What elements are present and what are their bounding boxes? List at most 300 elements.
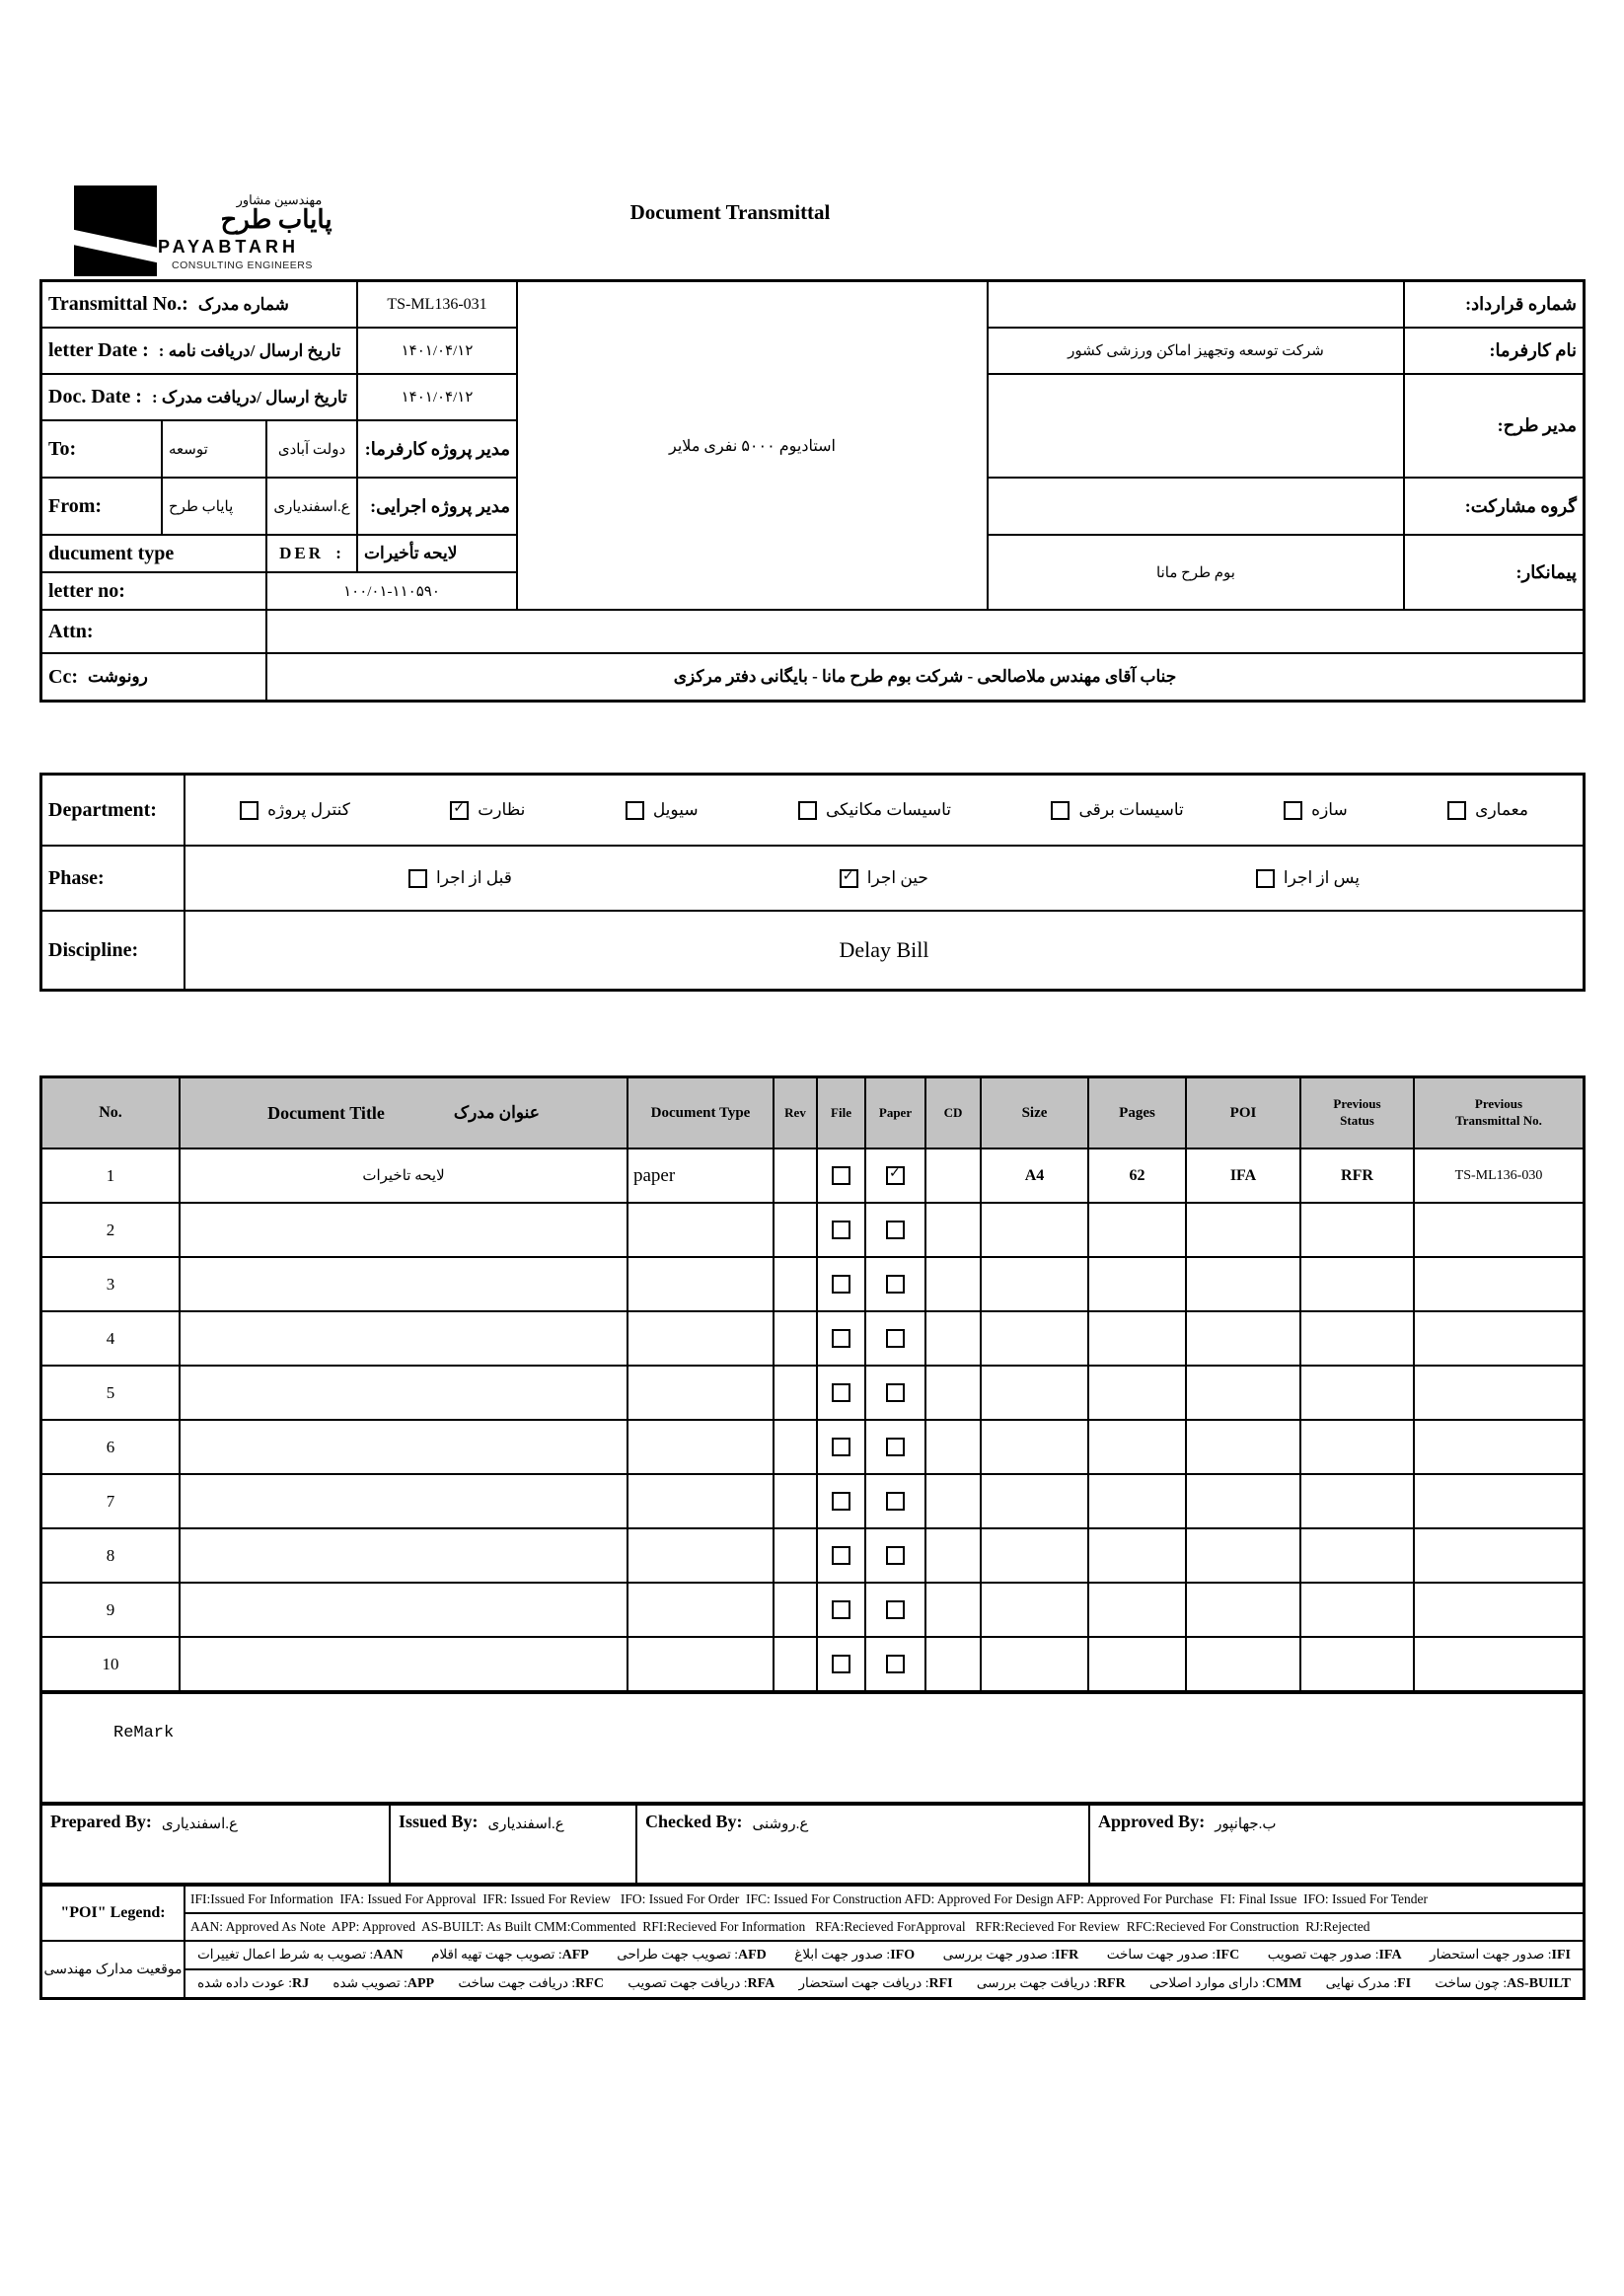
from-person: ع.اسفندیاری [267, 479, 356, 534]
doc-cell-rev [775, 1584, 816, 1636]
checkbox-icon[interactable] [1284, 801, 1302, 820]
file-checkbox[interactable] [832, 1655, 850, 1673]
plan-manager-value [989, 375, 1403, 477]
department-option[interactable] [798, 800, 951, 820]
legend-pair: RFR: دریافت جهت بررسی [976, 1975, 1126, 1991]
doc-cell-no: 7 [42, 1475, 179, 1527]
legend-abbr: IFC [1216, 1948, 1240, 1963]
doc-cell-paper [866, 1312, 924, 1365]
doc-cell-prev-transmittal [1415, 1638, 1583, 1690]
remark-box [39, 1691, 1586, 1805]
doc-cell-cd [926, 1149, 980, 1202]
legend-pair: FI: مدرک نهایی [1325, 1975, 1412, 1991]
col-header-file: File [818, 1078, 864, 1148]
paper-checkbox[interactable] [886, 1383, 905, 1402]
legend-abbr: FI [1397, 1976, 1412, 1991]
department-option[interactable] [240, 800, 350, 820]
col-header-title: Document Title عنوان مدرک [181, 1078, 627, 1148]
doc-cell-cd [926, 1204, 980, 1256]
doc-cell-no: 6 [42, 1421, 179, 1473]
doc-cell-prev-status [1301, 1638, 1413, 1690]
file-checkbox[interactable] [832, 1329, 850, 1348]
checkbox-icon[interactable] [240, 801, 258, 820]
department-label: Department: [42, 776, 184, 845]
col-header-rev: Rev [775, 1078, 816, 1148]
legend-text: صدور جهت ابلاغ [794, 1947, 884, 1962]
doc-cell-type [628, 1258, 773, 1310]
contractor-value: بوم طرح مانا [989, 536, 1403, 609]
legend-fa-line2 [185, 1970, 1583, 1997]
doc-date-label: Doc. Date : تاریخ ارسال /دریافت مدرک : [42, 375, 356, 419]
brand-fa-name: پایاب طرح [220, 205, 332, 235]
legend-pair: RFC: دریافت جهت ساخت [458, 1975, 604, 1991]
doc-cell-paper [866, 1421, 924, 1473]
doc-cell-size [982, 1421, 1087, 1473]
legend-text: تصویب جهت تهیه اقلام [431, 1947, 555, 1962]
legend-pair: APP: تصویب شده [332, 1975, 435, 1991]
to-org: توسعه [163, 421, 265, 477]
department-options [185, 776, 1583, 845]
header-table [39, 279, 1586, 703]
signature-name: ع.روشنی [752, 1816, 809, 1832]
legend-abbr: AFD [738, 1948, 767, 1963]
paper-checkbox[interactable] [886, 1600, 905, 1619]
doc-cell-title [181, 1584, 627, 1636]
from-label: From: [42, 479, 161, 534]
option-label: تاسیسات مکانیکی [826, 800, 951, 819]
phase-option[interactable] [1256, 868, 1360, 888]
to-label: To: [42, 421, 161, 477]
doc-cell-poi: IFA [1187, 1149, 1299, 1202]
legend-abbr: CMM [1265, 1976, 1302, 1991]
legend-abbr: IFA [1378, 1948, 1402, 1963]
legend-abbr: AAN [373, 1948, 404, 1963]
doc-cell-pages [1089, 1421, 1185, 1473]
legend-text: صدور جهت تصویب [1267, 1947, 1372, 1962]
paper-checkbox[interactable] [886, 1221, 905, 1239]
doc-date-value: ۱۴۰۱/۰۴/۱۲ [358, 375, 516, 419]
phase-options [185, 847, 1583, 910]
doc-cell-rev [775, 1149, 816, 1202]
legend-pair: IFA: صدور جهت تصویب [1267, 1947, 1402, 1963]
doc-cell-prev-transmittal [1415, 1367, 1583, 1419]
checkbox-icon[interactable] [1256, 869, 1275, 888]
legend-text: تصویب جهت طراحی [617, 1947, 731, 1962]
option-label: حین اجرا [866, 868, 928, 887]
legend-abbr: IFR [1055, 1948, 1079, 1963]
doc-cell-file [818, 1204, 864, 1256]
doc-cell-pages [1089, 1367, 1185, 1419]
signature-label: Approved By: [1098, 1812, 1206, 1831]
legend-fa-line1 [185, 1942, 1583, 1968]
doc-cell-poi [1187, 1312, 1299, 1365]
doc-cell-rev [775, 1475, 816, 1527]
doc-cell-pages [1089, 1258, 1185, 1310]
brand-en-name: PAYABTARH [158, 236, 300, 257]
doc-cell-title [181, 1529, 627, 1582]
letter-no-label: letter no: [42, 573, 265, 609]
attn-value [267, 611, 1583, 652]
legend-pair: RFA: دریافت جهت تصویب [627, 1975, 775, 1991]
doc-cell-size: A4 [982, 1149, 1087, 1202]
doc-cell-poi [1187, 1367, 1299, 1419]
legend-abbr: AS-BUILT [1507, 1976, 1571, 1991]
legend-abbr: RFC [575, 1976, 604, 1991]
doc-cell-cd [926, 1638, 980, 1690]
doc-cell-size [982, 1529, 1087, 1582]
doc-cell-prev-status [1301, 1312, 1413, 1365]
checkbox-icon[interactable] [798, 801, 817, 820]
checkbox-icon[interactable] [1447, 801, 1466, 820]
doc-cell-type [628, 1475, 773, 1527]
legend-en-line2: AAN: Approved As Note APP: Approved AS-BUILT: As Built CMM:Commented RFI:Recieved For Information RFA:Recieved ForApproval RFR:Recieved For Review RFC:Recieved For Construction RJ:Rejected [185, 1914, 1583, 1940]
legend-text: صدور جهت بررسی [942, 1947, 1049, 1962]
cc-value: جناب آقای مهندس ملاصالحی - شرکت بوم طرح مانا - بایگانی دفتر مرکزی [267, 654, 1583, 700]
checkbox-icon[interactable] [1051, 801, 1070, 820]
legend-text: مدرک نهایی [1325, 1975, 1390, 1990]
signature-name: ع.اسفندیاری [161, 1816, 238, 1832]
partnership-value [989, 479, 1403, 534]
col-header-poi: POI [1187, 1078, 1299, 1148]
doc-cell-no: 2 [42, 1204, 179, 1256]
legend-text: صدور جهت استحضار [1430, 1947, 1545, 1962]
doc-cell-no: 9 [42, 1584, 179, 1636]
doc-cell-file [818, 1529, 864, 1582]
letter-no-value: ۱۰۰/۰۱-۱۱۰۵۹۰ [267, 573, 516, 609]
doc-cell-pages [1089, 1529, 1185, 1582]
doc-cell-no: 5 [42, 1367, 179, 1419]
doc-cell-paper [866, 1475, 924, 1527]
option-label: سازه [1311, 800, 1348, 819]
doc-cell-prev-transmittal [1415, 1204, 1583, 1256]
doc-cell-prev-transmittal [1415, 1475, 1583, 1527]
brand-fa-small: مهندسین مشاور [236, 192, 323, 207]
doc-cell-paper [866, 1638, 924, 1690]
legend-abbr: RFR [1096, 1976, 1126, 1991]
doc-cell-title [181, 1421, 627, 1473]
legend-text: تصویب به شرط اعمال تغییرات [197, 1947, 367, 1962]
doc-cell-title: لایحه تاخیرات [181, 1149, 627, 1202]
doc-cell-size [982, 1475, 1087, 1527]
contractor-label: پیمانکار: [1405, 536, 1583, 609]
legend-pair: AFP: تصویب جهت تهیه اقلام [431, 1947, 589, 1963]
doc-type-fa: لایحه تأخیرات [358, 536, 516, 571]
doc-cell-paper [866, 1584, 924, 1636]
legend-text: دارای موارد اصلاحی [1148, 1975, 1259, 1990]
legend-text: دریافت جهت ساخت [458, 1975, 569, 1990]
checkbox-icon[interactable] [840, 869, 858, 888]
letter-date-value: ۱۴۰۱/۰۴/۱۲ [358, 329, 516, 373]
legend-pair: IFO: صدور جهت ابلاغ [794, 1947, 916, 1963]
option-label: معماری [1475, 800, 1528, 819]
plan-manager-label: مدیر طرح: [1405, 375, 1583, 477]
transmittal-no-label: Transmittal No.: شماره مدرک [42, 282, 356, 327]
department-option[interactable] [1447, 800, 1528, 820]
doc-cell-file [818, 1421, 864, 1473]
doc-cell-poi [1187, 1258, 1299, 1310]
doc-cell-title [181, 1367, 627, 1419]
col-header-cd: CD [926, 1078, 980, 1148]
signature-row [39, 1803, 1586, 1886]
doc-cell-file [818, 1475, 864, 1527]
legend-abbr: RJ [292, 1976, 310, 1991]
paper-checkbox[interactable] [886, 1329, 905, 1348]
doc-cell-prev-status [1301, 1204, 1413, 1256]
doc-cell-size [982, 1204, 1087, 1256]
doc-cell-title [181, 1638, 627, 1690]
legend-abbr: RFA [747, 1976, 775, 1991]
doc-cell-file [818, 1258, 864, 1310]
doc-cell-pages [1089, 1475, 1185, 1527]
legend-abbr: IFI [1551, 1948, 1571, 1963]
file-checkbox[interactable] [832, 1383, 850, 1402]
doc-cell-prev-status [1301, 1475, 1413, 1527]
legend-en-line1: IFI:Issued For Information IFA: Issued For Approval IFR: Issued For Review IFO: Issued For Order IFC: Issued For Construction AFD: Approved For Design AFP: Approved For Purchase FI: Final Issue IFO: Issued For Tender [185, 1887, 1583, 1912]
document-section [39, 1075, 1586, 2000]
doc-cell-cd [926, 1475, 980, 1527]
signature-checked [637, 1806, 1088, 1883]
doc-cell-no: 10 [42, 1638, 179, 1690]
paper-checkbox[interactable] [886, 1166, 905, 1185]
legend-pair: IFI: صدور جهت استحضار [1430, 1947, 1571, 1963]
discipline-label: Discipline: [42, 912, 184, 989]
doc-cell-prev-transmittal [1415, 1258, 1583, 1310]
partnership-label: گروه مشارکت: [1405, 479, 1583, 534]
doc-cell-file [818, 1149, 864, 1202]
doc-cell-paper [866, 1367, 924, 1419]
doc-cell-prev-status [1301, 1529, 1413, 1582]
department-option[interactable] [1051, 800, 1183, 820]
file-checkbox[interactable] [832, 1546, 850, 1565]
client-name-value: شرکت توسعه وتجهیز اماکن ورزشی کشور [989, 329, 1403, 373]
signature-label: Prepared By: [50, 1812, 152, 1831]
col-header-paper: Paper [866, 1078, 924, 1148]
col-header-type: Document Type [628, 1078, 773, 1148]
doc-cell-size [982, 1258, 1087, 1310]
doc-cell-title [181, 1258, 627, 1310]
contract-no-label: شماره قرارداد: [1405, 282, 1583, 327]
option-label: قبل از اجرا [435, 868, 512, 887]
client-name-label: نام کارفرما: [1405, 329, 1583, 373]
signature-name: ب.جهانپور [1215, 1816, 1277, 1832]
legend-text: صدور جهت ساخت [1106, 1947, 1209, 1962]
doc-cell-size [982, 1638, 1087, 1690]
doc-cell-poi [1187, 1421, 1299, 1473]
poi-legend-label: "POI" Legend: [42, 1887, 184, 1940]
doc-cell-cd [926, 1584, 980, 1636]
doc-cell-paper [866, 1529, 924, 1582]
legend-text: دریافت جهت بررسی [976, 1975, 1090, 1990]
transmittal-no-value: TS-ML136-031 [358, 282, 516, 327]
department-option[interactable] [450, 800, 525, 820]
discipline-value: Delay Bill [185, 912, 1583, 989]
contract-no-value [989, 282, 1403, 327]
doc-cell-no: 3 [42, 1258, 179, 1310]
option-label: سیویل [652, 800, 699, 819]
doc-cell-file [818, 1367, 864, 1419]
option-label: نظارت [478, 800, 526, 819]
doc-cell-prev-transmittal [1415, 1529, 1583, 1582]
department-table [39, 773, 1586, 992]
page-title: Document Transmittal [629, 200, 831, 224]
doc-cell-file [818, 1312, 864, 1365]
doc-cell-type [628, 1367, 773, 1419]
signature-name: ع.اسفندیاری [487, 1816, 564, 1832]
col-header-no: No. [42, 1078, 179, 1148]
legend-abbr: AFP [561, 1948, 589, 1963]
poi-legend [39, 1884, 1586, 2000]
brand-en-sub: CONSULTING ENGINEERS [172, 259, 313, 271]
file-checkbox[interactable] [832, 1221, 850, 1239]
legend-fa-label: موقعیت مدارک مهندسی [42, 1942, 184, 1997]
doc-cell-prev-status [1301, 1421, 1413, 1473]
legend-text: عودت داده شده [197, 1975, 285, 1990]
doc-cell-no: 8 [42, 1529, 179, 1582]
doc-cell-type: paper [628, 1149, 773, 1202]
doc-cell-size [982, 1584, 1087, 1636]
doc-cell-paper [866, 1258, 924, 1310]
doc-cell-prev-status [1301, 1367, 1413, 1419]
doc-cell-cd [926, 1312, 980, 1365]
doc-cell-type [628, 1638, 773, 1690]
doc-cell-type [628, 1584, 773, 1636]
doc-type-label: ducument type [42, 536, 265, 571]
signature-label: Issued By: [399, 1812, 479, 1831]
doc-cell-rev [775, 1204, 816, 1256]
paper-checkbox[interactable] [886, 1655, 905, 1673]
legend-abbr: APP [406, 1976, 435, 1991]
signature-prepared [42, 1806, 389, 1883]
department-option[interactable] [626, 800, 699, 820]
file-checkbox[interactable] [832, 1600, 850, 1619]
letter-date-label: letter Date : تاریخ ارسال /دریافت نامه : [42, 329, 356, 373]
doc-cell-pages [1089, 1638, 1185, 1690]
col-header-size: Size [982, 1078, 1087, 1148]
option-label: کنترل پروژه [267, 800, 350, 819]
doc-cell-cd [926, 1367, 980, 1419]
doc-cell-paper [866, 1149, 924, 1202]
checkbox-icon[interactable] [450, 801, 469, 820]
phase-option[interactable] [408, 868, 512, 888]
doc-cell-pages [1089, 1584, 1185, 1636]
doc-cell-size [982, 1367, 1087, 1419]
client-pm-label: مدیر پروژه کارفرما: [358, 421, 516, 477]
file-checkbox[interactable] [832, 1438, 850, 1456]
department-option[interactable] [1284, 800, 1348, 820]
doc-cell-type [628, 1204, 773, 1256]
to-person: دولت آبادی [267, 421, 356, 477]
doc-cell-prev-transmittal: TS-ML136-030 [1415, 1149, 1583, 1202]
doc-cell-file [818, 1638, 864, 1690]
doc-cell-rev [775, 1312, 816, 1365]
doc-cell-poi [1187, 1584, 1299, 1636]
phase-label: Phase: [42, 847, 184, 910]
paper-checkbox[interactable] [886, 1492, 905, 1511]
doc-cell-prev-status [1301, 1584, 1413, 1636]
legend-text: دریافت جهت استحضار [798, 1975, 923, 1990]
doc-cell-title [181, 1312, 627, 1365]
legend-pair: AFD: تصویب جهت طراحی [617, 1947, 767, 1963]
attn-label: Attn: [42, 611, 265, 652]
doc-cell-rev [775, 1367, 816, 1419]
doc-cell-rev [775, 1258, 816, 1310]
logo-swoosh-icon [74, 229, 157, 266]
option-label: تاسیسات برقی [1078, 800, 1184, 819]
legend-pair: CMM: دارای موارد اصلاحی [1148, 1975, 1302, 1991]
doc-type-code: DER : [267, 536, 356, 571]
doc-cell-cd [926, 1421, 980, 1473]
doc-cell-no: 4 [42, 1312, 179, 1365]
legend-text: دریافت جهت تصویب [627, 1975, 741, 1990]
legend-pair: IFC: صدور جهت ساخت [1106, 1947, 1240, 1963]
doc-cell-pages [1089, 1204, 1185, 1256]
doc-cell-title [181, 1204, 627, 1256]
phase-option[interactable] [840, 868, 928, 888]
paper-checkbox[interactable] [886, 1546, 905, 1565]
file-checkbox[interactable] [832, 1166, 850, 1185]
doc-cell-prev-status [1301, 1258, 1413, 1310]
doc-cell-cd [926, 1258, 980, 1310]
doc-table [39, 1075, 1586, 1693]
doc-cell-pages [1089, 1312, 1185, 1365]
doc-cell-prev-transmittal [1415, 1312, 1583, 1365]
doc-cell-cd [926, 1529, 980, 1582]
checkbox-icon[interactable] [408, 869, 427, 888]
paper-checkbox[interactable] [886, 1275, 905, 1294]
doc-cell-type [628, 1421, 773, 1473]
doc-cell-poi [1187, 1475, 1299, 1527]
doc-cell-poi [1187, 1529, 1299, 1582]
signature-issued [391, 1806, 635, 1883]
legend-pair: RFI: دریافت جهت استحضار [798, 1975, 953, 1991]
legend-abbr: RFI [928, 1976, 953, 1991]
doc-cell-prev-transmittal [1415, 1421, 1583, 1473]
doc-cell-prev-status: RFR [1301, 1149, 1413, 1202]
checkbox-icon[interactable] [626, 801, 644, 820]
remark-label: ReMark [113, 1724, 175, 1742]
col-header-prev-transmittal: Previous Transmittal No. [1415, 1078, 1583, 1148]
doc-cell-rev [775, 1638, 816, 1690]
col-header-prev-status: Previous Status [1301, 1078, 1413, 1148]
doc-cell-size [982, 1312, 1087, 1365]
legend-pair: IFR: صدور جهت بررسی [942, 1947, 1079, 1963]
doc-cell-poi [1187, 1638, 1299, 1690]
file-checkbox[interactable] [832, 1275, 850, 1294]
cc-label: Cc: رونوشت [42, 654, 265, 700]
legend-text: تصویب شده [332, 1975, 401, 1990]
legend-pair: AAN: تصویب به شرط اعمال تغییرات [197, 1947, 404, 1963]
doc-cell-rev [775, 1529, 816, 1582]
doc-cell-type [628, 1312, 773, 1365]
doc-cell-prev-transmittal [1415, 1584, 1583, 1636]
legend-abbr: IFO [890, 1948, 916, 1963]
legend-text: چون ساخت [1435, 1975, 1500, 1990]
file-checkbox[interactable] [832, 1492, 850, 1511]
col-header-pages: Pages [1089, 1078, 1185, 1148]
paper-checkbox[interactable] [886, 1438, 905, 1456]
signature-approved [1090, 1806, 1583, 1883]
doc-cell-rev [775, 1421, 816, 1473]
doc-cell-type [628, 1529, 773, 1582]
exec-pm-label: مدیر پروژه اجرایی: [358, 479, 516, 534]
doc-cell-poi [1187, 1204, 1299, 1256]
doc-cell-pages: 62 [1089, 1149, 1185, 1202]
doc-cell-file [818, 1584, 864, 1636]
option-label: پس از اجرا [1283, 868, 1361, 887]
project-name: استادیوم ۵۰۰۰ نفری ملایر [518, 282, 987, 609]
company-logo [74, 185, 157, 276]
doc-cell-paper [866, 1204, 924, 1256]
